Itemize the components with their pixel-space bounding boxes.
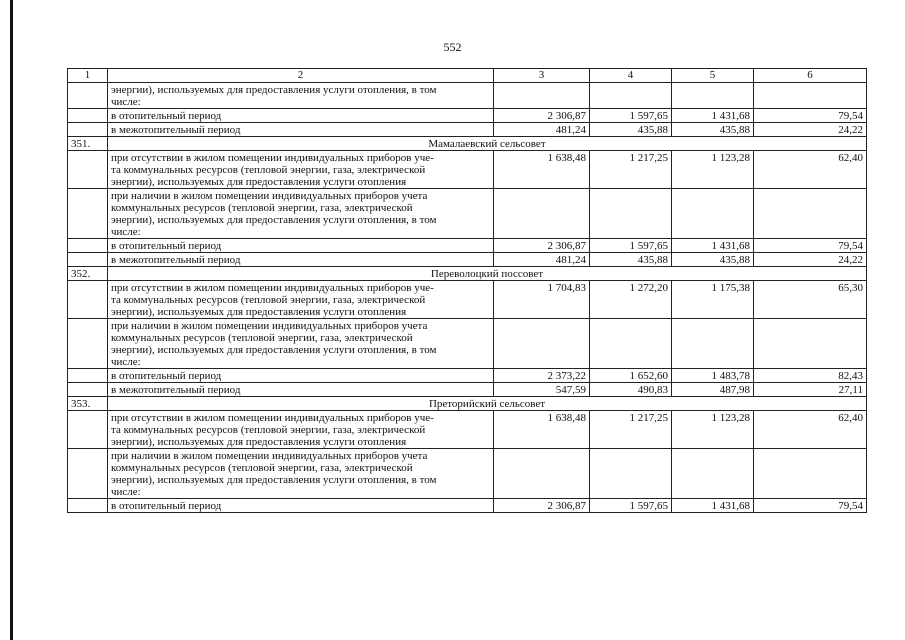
header-cell-1: 1 xyxy=(68,69,108,83)
value-cell-col4: 435,88 xyxy=(590,123,672,137)
value-cell-col5: 1 483,78 xyxy=(672,369,754,383)
section-title: Мамалаевский сельсовет xyxy=(108,137,867,151)
value-cell-col4 xyxy=(590,189,672,239)
value-cell-col6 xyxy=(754,189,867,239)
row-index-cell xyxy=(68,499,108,513)
section-number: 351. xyxy=(68,137,108,151)
value-cell-col5 xyxy=(672,449,754,499)
header-cell-5: 5 xyxy=(672,69,754,83)
value-cell-col3: 1 704,83 xyxy=(494,281,590,319)
table-row xyxy=(68,499,867,513)
row-description: в отопительный период xyxy=(108,239,494,253)
value-cell-col5: 487,98 xyxy=(672,383,754,397)
value-cell-col6: 24,22 xyxy=(754,123,867,137)
value-cell-col5 xyxy=(672,83,754,109)
value-cell-col3: 1 638,48 xyxy=(494,411,590,449)
header-cell-3: 3 xyxy=(494,69,590,83)
section-row xyxy=(68,137,867,151)
header-row xyxy=(68,69,867,83)
row-index-cell xyxy=(68,109,108,123)
value-cell-col5: 1 431,68 xyxy=(672,239,754,253)
value-cell-col5: 1 123,28 xyxy=(672,151,754,189)
row-index-cell xyxy=(68,253,108,267)
value-cell-col5 xyxy=(672,189,754,239)
value-cell-col5: 435,88 xyxy=(672,253,754,267)
value-cell-col4 xyxy=(590,449,672,499)
value-cell-col3 xyxy=(494,83,590,109)
table-row xyxy=(68,449,867,499)
row-index-cell xyxy=(68,123,108,137)
table-row xyxy=(68,83,867,109)
value-cell-col6: 62,40 xyxy=(754,411,867,449)
value-cell-col6 xyxy=(754,319,867,369)
table-row xyxy=(68,281,867,319)
value-cell-col4: 1 597,65 xyxy=(590,239,672,253)
value-cell-col4: 1 217,25 xyxy=(590,411,672,449)
header-cell-2: 2 xyxy=(108,69,494,83)
row-index-cell xyxy=(68,411,108,449)
row-description: энергии), используемых для предоставления услуги отопления, в том числе: xyxy=(108,83,494,109)
row-description: в отопительный период xyxy=(108,499,494,513)
value-cell-col6: 65,30 xyxy=(754,281,867,319)
row-description: в отопительный период xyxy=(108,109,494,123)
tariff-table xyxy=(67,68,867,513)
row-description: при отсутствии в жилом помещении индивидуальных приборов уче- та коммунальных ресурсов (тепловой энергии, газа, электрической энергии), используемых для предоставления услуги отопления xyxy=(108,281,494,319)
value-cell-col6: 82,43 xyxy=(754,369,867,383)
value-cell-col3: 481,24 xyxy=(494,253,590,267)
value-cell-col4: 1 597,65 xyxy=(590,109,672,123)
row-description: в межотопительный период xyxy=(108,383,494,397)
row-description: в межотопительный период xyxy=(108,123,494,137)
table-row xyxy=(68,411,867,449)
section-row xyxy=(68,397,867,411)
row-description: при наличии в жилом помещении индивидуальных приборов учета коммунальных ресурсов (тепловой энергии, газа, электрической энергии), используемых для предоставления услуги отопления, в том числе: xyxy=(108,319,494,369)
value-cell-col3: 2 306,87 xyxy=(494,499,590,513)
row-index-cell xyxy=(68,189,108,239)
header-cell-4: 4 xyxy=(590,69,672,83)
value-cell-col6: 24,22 xyxy=(754,253,867,267)
value-cell-col3: 2 306,87 xyxy=(494,239,590,253)
row-index-cell xyxy=(68,239,108,253)
value-cell-col5: 1 431,68 xyxy=(672,499,754,513)
value-cell-col4: 1 272,20 xyxy=(590,281,672,319)
value-cell-col4 xyxy=(590,319,672,369)
row-index-cell xyxy=(68,151,108,189)
value-cell-col6: 79,54 xyxy=(754,239,867,253)
row-description: в межотопительный период xyxy=(108,253,494,267)
value-cell-col3 xyxy=(494,319,590,369)
table-row xyxy=(68,151,867,189)
row-description: при отсутствии в жилом помещении индивидуальных приборов уче- та коммунальных ресурсов (тепловой энергии, газа, электрической энергии), используемых для предоставления услуги отопления xyxy=(108,411,494,449)
value-cell-col3 xyxy=(494,189,590,239)
table-row xyxy=(68,109,867,123)
row-description: в отопительный период xyxy=(108,369,494,383)
table-row xyxy=(68,189,867,239)
value-cell-col3: 547,59 xyxy=(494,383,590,397)
value-cell-col3: 1 638,48 xyxy=(494,151,590,189)
page-number: 552 xyxy=(443,40,462,54)
value-cell-col6 xyxy=(754,83,867,109)
value-cell-col5: 1 175,38 xyxy=(672,281,754,319)
row-index-cell xyxy=(68,83,108,109)
value-cell-col6: 62,40 xyxy=(754,151,867,189)
table-row xyxy=(68,253,867,267)
row-index-cell xyxy=(68,319,108,369)
section-title: Преторийский сельсовет xyxy=(108,397,867,411)
table-row xyxy=(68,319,867,369)
value-cell-col3: 2 306,87 xyxy=(494,109,590,123)
value-cell-col4 xyxy=(590,83,672,109)
value-cell-col6 xyxy=(754,449,867,499)
table-row xyxy=(68,383,867,397)
row-index-cell xyxy=(68,369,108,383)
row-index-cell xyxy=(68,383,108,397)
row-index-cell xyxy=(68,449,108,499)
value-cell-col5: 1 431,68 xyxy=(672,109,754,123)
section-number: 352. xyxy=(68,267,108,281)
value-cell-col6: 27,11 xyxy=(754,383,867,397)
value-cell-col3: 2 373,22 xyxy=(494,369,590,383)
page-edge-bar xyxy=(10,0,13,640)
section-title: Переволоцкий поссовет xyxy=(108,267,867,281)
value-cell-col4: 435,88 xyxy=(590,253,672,267)
value-cell-col4: 1 217,25 xyxy=(590,151,672,189)
value-cell-col3: 481,24 xyxy=(494,123,590,137)
value-cell-col5: 1 123,28 xyxy=(672,411,754,449)
value-cell-col6: 79,54 xyxy=(754,109,867,123)
row-description: при отсутствии в жилом помещении индивидуальных приборов уче- та коммунальных ресурсов (тепловой энергии, газа, электрической энергии), используемых для предоставления услуги отопления xyxy=(108,151,494,189)
table-row xyxy=(68,239,867,253)
row-description: при наличии в жилом помещении индивидуальных приборов учета коммунальных ресурсов (тепловой энергии, газа, электрической энергии), используемых для предоставления услуги отопления, в том числе: xyxy=(108,449,494,499)
value-cell-col4: 1 597,65 xyxy=(590,499,672,513)
table-body xyxy=(68,69,867,513)
header-cell-6: 6 xyxy=(754,69,867,83)
value-cell-col5: 435,88 xyxy=(672,123,754,137)
value-cell-col6: 79,54 xyxy=(754,499,867,513)
section-row xyxy=(68,267,867,281)
table-row xyxy=(68,123,867,137)
value-cell-col5 xyxy=(672,319,754,369)
section-number: 353. xyxy=(68,397,108,411)
row-index-cell xyxy=(68,281,108,319)
value-cell-col3 xyxy=(494,449,590,499)
table-row xyxy=(68,369,867,383)
value-cell-col4: 490,83 xyxy=(590,383,672,397)
row-description: при наличии в жилом помещении индивидуальных приборов учета коммунальных ресурсов (тепловой энергии, газа, электрической энергии), используемых для предоставления услуги отопления, в том числе: xyxy=(108,189,494,239)
value-cell-col4: 1 652,60 xyxy=(590,369,672,383)
